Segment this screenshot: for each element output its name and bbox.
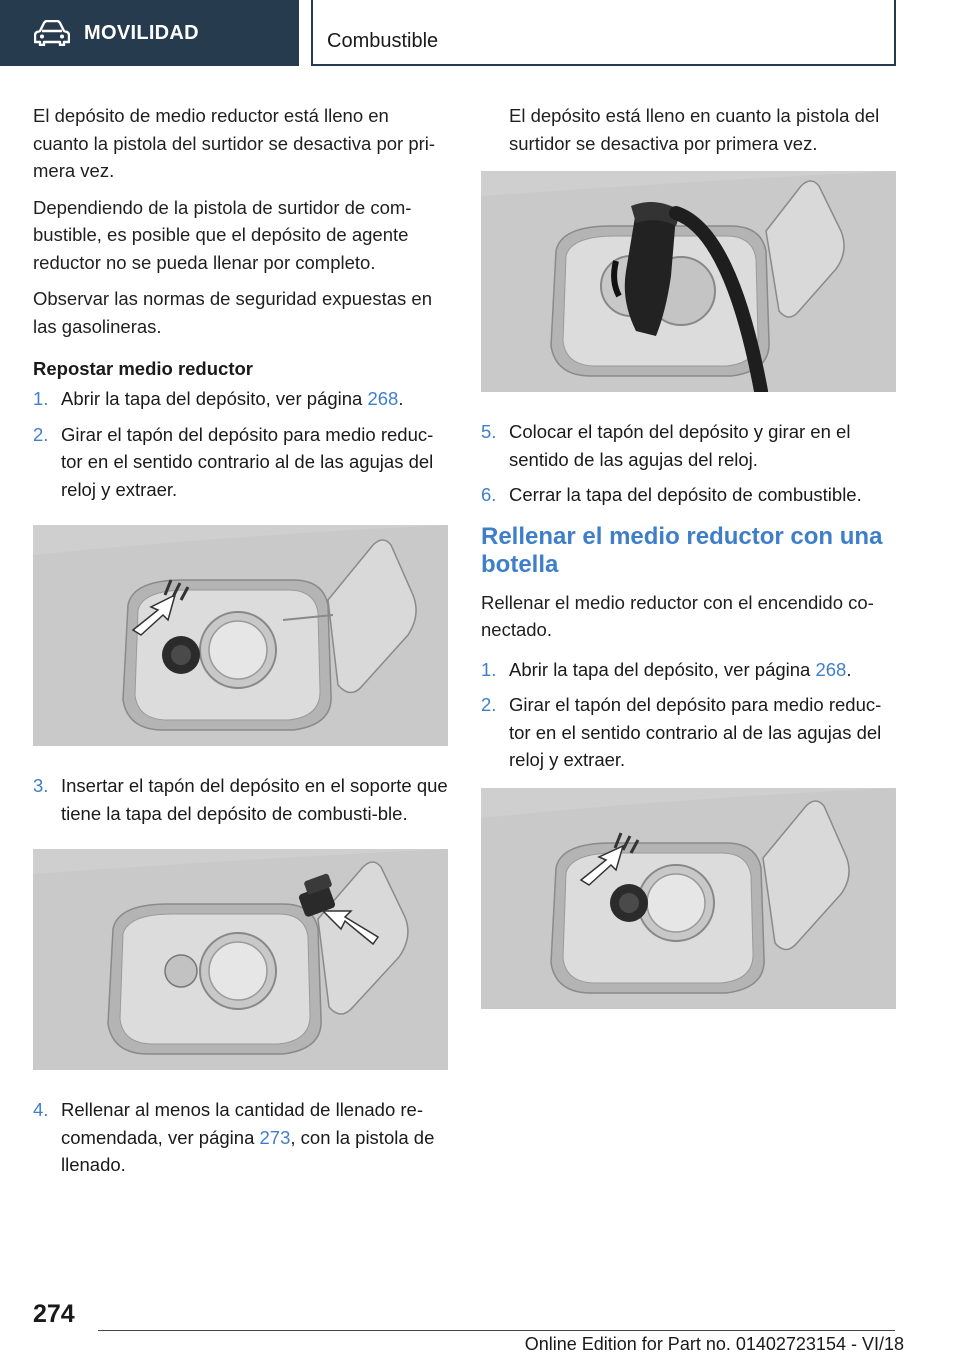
step-number: 2. [33, 423, 49, 445]
step-text-end: . [846, 658, 852, 680]
right-column [481, 102, 896, 1035]
step-number: 3. [33, 775, 49, 796]
step-number: 6. [481, 484, 497, 505]
chapter-title: Combustible [327, 30, 439, 52]
left-column [33, 102, 448, 1187]
step-text: Abrir la tapa del depósito, ver página [61, 388, 368, 409]
step-text: Insertar el tapón del depósito en el soporte que tiene la tapa del depósito de combusti-ble. [61, 775, 448, 824]
step-text: Girar el tapón del depósito para medio reduc-tor en el sentido contrario al de las agujas del reloj y extraer. [61, 423, 434, 500]
footer-divider [98, 1330, 895, 1331]
edition-note: Online Edition for Part no. 01402723154 - VI/18 [524, 1334, 904, 1354]
step-item [481, 481, 896, 509]
step-text: Girar el tapón del depósito para medio reduc-tor en el sentido contrario al de las agujas del reloj y extraer. [509, 694, 882, 770]
illustration-nozzle [481, 171, 896, 392]
step-text: Rellenar al menos la cantidad de llenado re-comendada, ver página [61, 1099, 423, 1148]
paragraph: Observar las normas de seguridad expuestas en las gasolineras. [33, 288, 432, 337]
car-icon [34, 20, 70, 46]
paragraph: Rellenar el medio reductor con el encendido co-nectado. [481, 591, 874, 640]
illustration-cap-removal-bottle [481, 788, 896, 1009]
step-item [481, 656, 896, 684]
page-link[interactable]: 268 [815, 658, 847, 680]
step-text: Colocar el tapón del depósito y girar en el sentido de las agujas del reloj. [509, 421, 851, 470]
step-list [33, 1096, 448, 1179]
paragraph: El depósito está lleno en cuanto la pistola del surtidor se desactiva por primera vez. [509, 105, 880, 154]
step-item [481, 418, 896, 473]
paragraph: Dependiendo de la pistola de surtidor de com-bustible, es posible que el depósito de agente reductor no se pueda llenar por completo. [33, 196, 412, 273]
page-link[interactable]: 268 [367, 388, 399, 409]
step-number: 5. [481, 421, 497, 442]
step-text-end: . [398, 388, 404, 409]
illustration-cap-holder [33, 849, 448, 1070]
step-number: 4. [33, 1099, 49, 1120]
step-number: 1. [481, 658, 497, 680]
step-item [33, 772, 448, 827]
step-text: Cerrar la tapa del depósito de combustible. [509, 484, 862, 505]
section-tab[interactable] [0, 0, 299, 66]
subheading: Repostar medio reductor [33, 358, 253, 379]
page-link[interactable]: 273 [259, 1126, 291, 1148]
step-number: 1. [33, 388, 49, 409]
page-number: 274 [33, 1300, 75, 1328]
step-item [33, 421, 448, 504]
section-label: MOVILIDAD [84, 21, 199, 44]
step-item [33, 1096, 448, 1179]
chapter-header [311, 0, 896, 66]
step-list [33, 772, 448, 827]
step-list [481, 418, 896, 509]
illustration-cap-removal [33, 525, 448, 746]
step-text: Abrir la tapa del depósito, ver página [509, 658, 816, 680]
step-item [481, 691, 896, 774]
paragraph: El depósito de medio reductor está lleno en cuanto la pistola del surtidor se desactiva por pri-mera vez. [33, 105, 436, 181]
step-number: 2. [481, 694, 497, 715]
step-item [33, 385, 448, 413]
step-list [33, 385, 448, 503]
step-list [481, 656, 896, 774]
step-text-end: , con la pistola de llenado. [61, 1126, 435, 1175]
section-heading: Rellenar el medio reductor con una botella [481, 522, 883, 578]
